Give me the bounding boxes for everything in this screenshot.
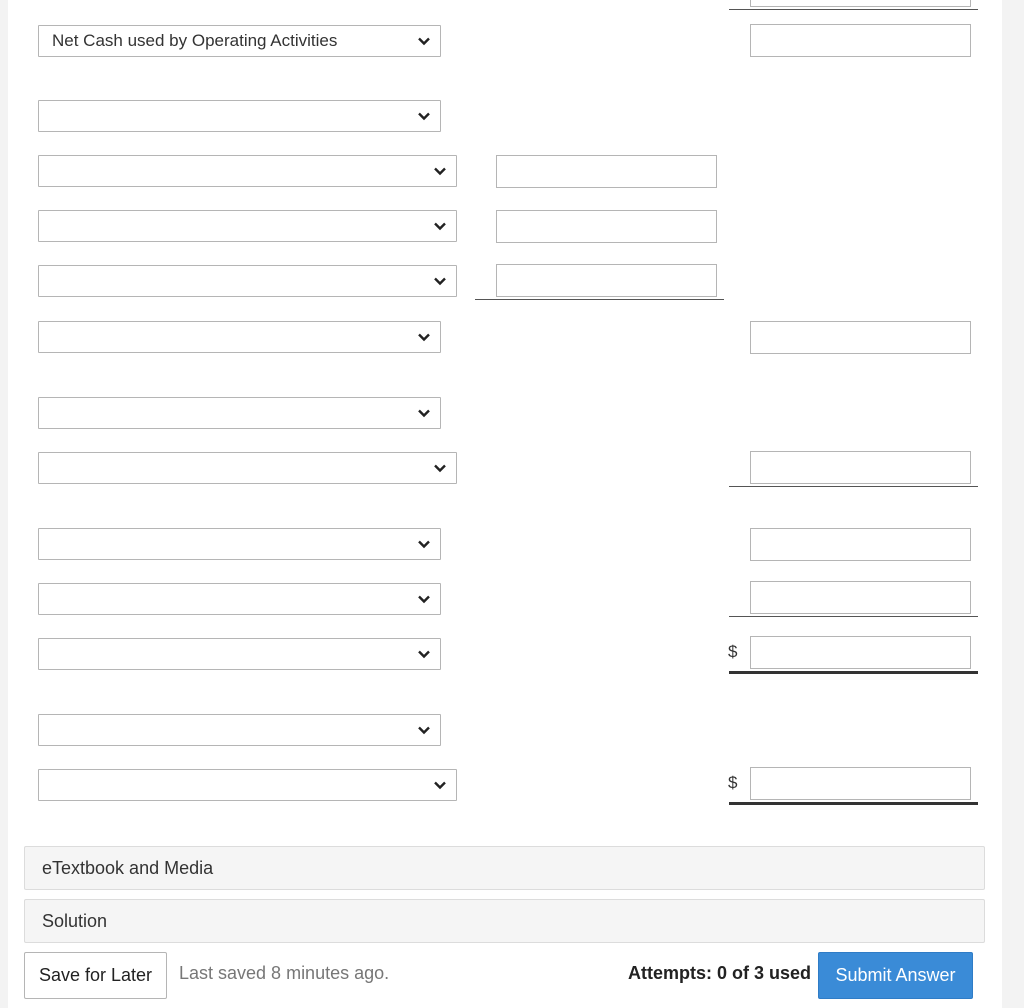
amount-input[interactable] [496,264,717,297]
currency-symbol: $ [728,642,738,661]
amount-input[interactable] [750,767,971,800]
solution-accordion[interactable] [24,899,985,943]
select-value: Net Cash used by Operating Activities [52,31,338,50]
amount-input[interactable] [750,581,971,614]
chevron-down-icon [433,164,447,178]
chevron-down-icon [417,592,431,606]
amount-input[interactable] [750,636,971,669]
currency-symbol: $ [728,773,738,792]
amount-input[interactable] [750,321,971,354]
chevron-down-icon [433,219,447,233]
account-select[interactable] [38,397,441,429]
account-select[interactable] [38,714,441,746]
underline [729,486,978,487]
attempts-counter: Attempts: 0 of 3 used [628,963,812,983]
amount-input[interactable] [750,24,971,57]
chevron-down-icon [417,34,431,48]
account-select[interactable] [38,638,441,670]
account-select[interactable] [38,528,441,560]
amount-input[interactable] [750,528,971,561]
chevron-down-icon [433,461,447,475]
accordion-label: Solution [42,911,108,931]
account-select[interactable] [38,265,457,297]
chevron-down-icon [417,537,431,551]
chevron-down-icon [417,109,431,123]
accordion-label: eTextbook and Media [42,858,214,878]
underline [729,9,978,10]
account-select[interactable] [38,321,441,353]
chevron-down-icon [433,274,447,288]
etextbook-accordion[interactable] [24,846,985,890]
amount-input[interactable] [750,0,971,7]
submit-answer-button[interactable]: Submit Answer [818,952,973,999]
amount-input[interactable] [496,155,717,188]
double-underline [729,802,978,805]
account-select[interactable] [38,25,441,57]
chevron-down-icon [417,406,431,420]
chevron-down-icon [433,778,447,792]
account-select[interactable] [38,210,457,242]
account-select[interactable] [38,769,457,801]
chevron-down-icon [417,647,431,661]
account-select[interactable] [38,452,457,484]
double-underline [729,671,978,674]
amount-input[interactable] [750,451,971,484]
amount-input[interactable] [496,210,717,243]
underline [475,299,724,300]
underline [729,616,978,617]
save-for-later-button[interactable]: Save for Later [24,952,167,999]
account-select[interactable] [38,155,457,187]
last-saved-status: Last saved 8 minutes ago. [179,963,390,983]
account-select[interactable] [38,100,441,132]
chevron-down-icon [417,723,431,737]
chevron-down-icon [417,330,431,344]
account-select[interactable] [38,583,441,615]
